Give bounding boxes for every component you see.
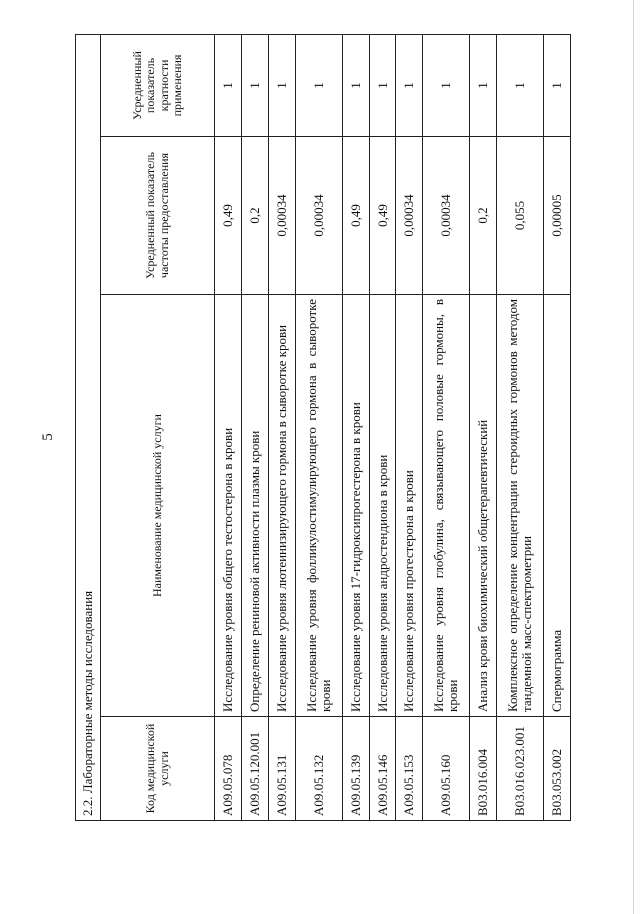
service-name: Комплексное определение концентрации стероидных гормонов методом тандемной масс-спектрометрии (497, 295, 544, 717)
table-row (369, 34, 396, 820)
page-number: 5 (40, 433, 56, 441)
service-code: A09.05.120.001 (241, 717, 268, 821)
table-row (497, 34, 544, 820)
service-code: B03.016.023.001 (497, 717, 544, 821)
service-frequency: 0,2 (241, 137, 268, 295)
scan-edge-line (633, 0, 634, 914)
service-multiplicity: 1 (342, 34, 369, 136)
service-name: Спермограмма (543, 295, 570, 717)
header-frequency: Усредненный показатель частоты предоставления (101, 137, 215, 295)
services-table-frame (75, 35, 571, 821)
service-name: Исследование уровня прогестерона в крови (396, 295, 423, 717)
service-code: B03.016.004 (470, 717, 497, 821)
service-name: Исследование уровня фолликулостимулирующего гормона в сыворотке крови (295, 295, 342, 717)
service-frequency: 0,49 (215, 137, 242, 295)
service-name: Исследование уровня глобулина, связывающего половые гормоны, в крови (423, 295, 470, 717)
service-multiplicity: 1 (268, 34, 295, 136)
service-frequency: 0,49 (369, 137, 396, 295)
service-name: Исследование уровня 17-гидроксипрогестерона в крови (342, 295, 369, 717)
service-name: Исследование уровня общего тестостерона в крови (215, 295, 242, 717)
service-code: A09.05.160 (423, 717, 470, 821)
service-multiplicity: 1 (470, 34, 497, 136)
service-multiplicity: 1 (543, 34, 570, 136)
service-multiplicity: 1 (215, 34, 242, 136)
service-name: Исследование уровня лютеинизирующего гормона в сыворотке крови (268, 295, 295, 717)
service-name: Исследование уровня андростендиона в крови (369, 295, 396, 717)
service-frequency: 0,2 (470, 137, 497, 295)
service-multiplicity: 1 (497, 34, 544, 136)
service-code: A09.05.078 (215, 717, 242, 821)
table-row (295, 34, 342, 820)
lab-services-table (75, 34, 571, 821)
service-code: A09.05.153 (396, 717, 423, 821)
section-row (76, 34, 101, 820)
service-code: A09.05.132 (295, 717, 342, 821)
service-multiplicity: 1 (369, 34, 396, 136)
header-name: Наименование медицинской услуги (101, 295, 215, 717)
service-code: A09.05.146 (369, 717, 396, 821)
table-row (268, 34, 295, 820)
service-frequency: 0,00034 (423, 137, 470, 295)
services-table-rotated (75, 35, 571, 821)
section-title: 2.2. Лабораторные методы исследования (76, 34, 101, 820)
table-row (396, 34, 423, 820)
service-frequency: 0,00005 (543, 137, 570, 295)
service-frequency: 0,00034 (396, 137, 423, 295)
service-multiplicity: 1 (295, 34, 342, 136)
header-code: Код медицинской услуги (101, 717, 215, 821)
service-frequency: 0,00034 (295, 137, 342, 295)
service-code: A09.05.139 (342, 717, 369, 821)
service-code: B03.053.002 (543, 717, 570, 821)
table-row (423, 34, 470, 820)
table-row (241, 34, 268, 820)
service-multiplicity: 1 (396, 34, 423, 136)
service-multiplicity: 1 (423, 34, 470, 136)
table-row (215, 34, 242, 820)
service-multiplicity: 1 (241, 34, 268, 136)
service-frequency: 0,49 (342, 137, 369, 295)
table-row (342, 34, 369, 820)
header-multiplicity: Усредненный показатель кратности применения (101, 34, 215, 136)
table-row (543, 34, 570, 820)
service-name: Анализ крови биохимический общетерапевтический (470, 295, 497, 717)
table-row (470, 34, 497, 820)
service-code: A09.05.131 (268, 717, 295, 821)
service-frequency: 0,00034 (268, 137, 295, 295)
service-frequency: 0,055 (497, 137, 544, 295)
header-row (101, 34, 215, 820)
service-name: Определение рениновой активности плазмы крови (241, 295, 268, 717)
